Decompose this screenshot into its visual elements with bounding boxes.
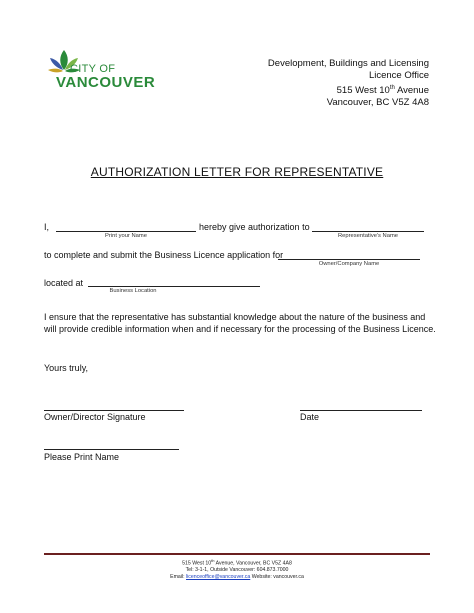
complete-submit-text: to complete and submit the Business Licence application for [44,250,284,260]
footer-email-website: Email: licenceoffice@vancouver.ca Website: vancouver.ca [170,573,304,580]
footer-address: 515 West 10th Avenue, Vancouver, BC V5Z 4A8 [182,558,292,567]
address-line-1: Development, Buildings and Licensing [267,58,429,69]
print-your-name-caption: Print your Name [105,233,147,239]
signature-label: Owner/Director Signature [44,412,146,422]
print-your-name-field[interactable] [56,231,196,232]
logo-city-of: CITY OF [70,63,116,75]
website-text: Website: vancouver.ca [251,573,304,580]
authorization-text: hereby give authorization to [199,222,310,232]
address-line-4: Vancouver, BC V5Z 4A8 [326,97,429,109]
footer-divider [44,553,430,555]
signature-line[interactable] [44,410,184,411]
print-name-label: Please Print Name [44,452,120,462]
business-location-caption: Business Location [109,288,157,294]
address-line-3: 515 West 10th Avenue [336,85,429,97]
closing-text: Yours truly, [44,363,89,373]
letter-title: AUTHORIZATION LETTER FOR REPRESENTATIVE [90,165,384,179]
office-address [268,58,429,109]
date-line[interactable] [300,410,422,411]
representative-name-field[interactable] [312,231,424,232]
owner-company-caption: Owner/Company Name [318,261,380,267]
footer-phone: Tel: 3-1-1, Outside Vancouver: 604.873.7000 [185,567,289,574]
logo-vancouver: VANCOUVER [56,74,156,91]
business-location-field[interactable] [88,286,260,287]
i-label: I, [44,222,50,232]
owner-company-name-field[interactable] [278,259,420,260]
located-at-label: located at [44,278,84,288]
representative-assurance-paragraph: I ensure that the representative has substantial knowledge about the nature of the business and will provide credible information when and if necessary for the processing of the Business Licence. [44,312,436,334]
address-line-2: Licence Office [368,70,429,81]
date-label: Date [300,412,320,422]
representative-name-caption: Representative's Name [337,233,399,239]
footer-contact [0,558,474,580]
email-link[interactable]: licenceoffice@vancouver.ca [186,573,251,580]
print-name-line[interactable] [44,449,179,450]
